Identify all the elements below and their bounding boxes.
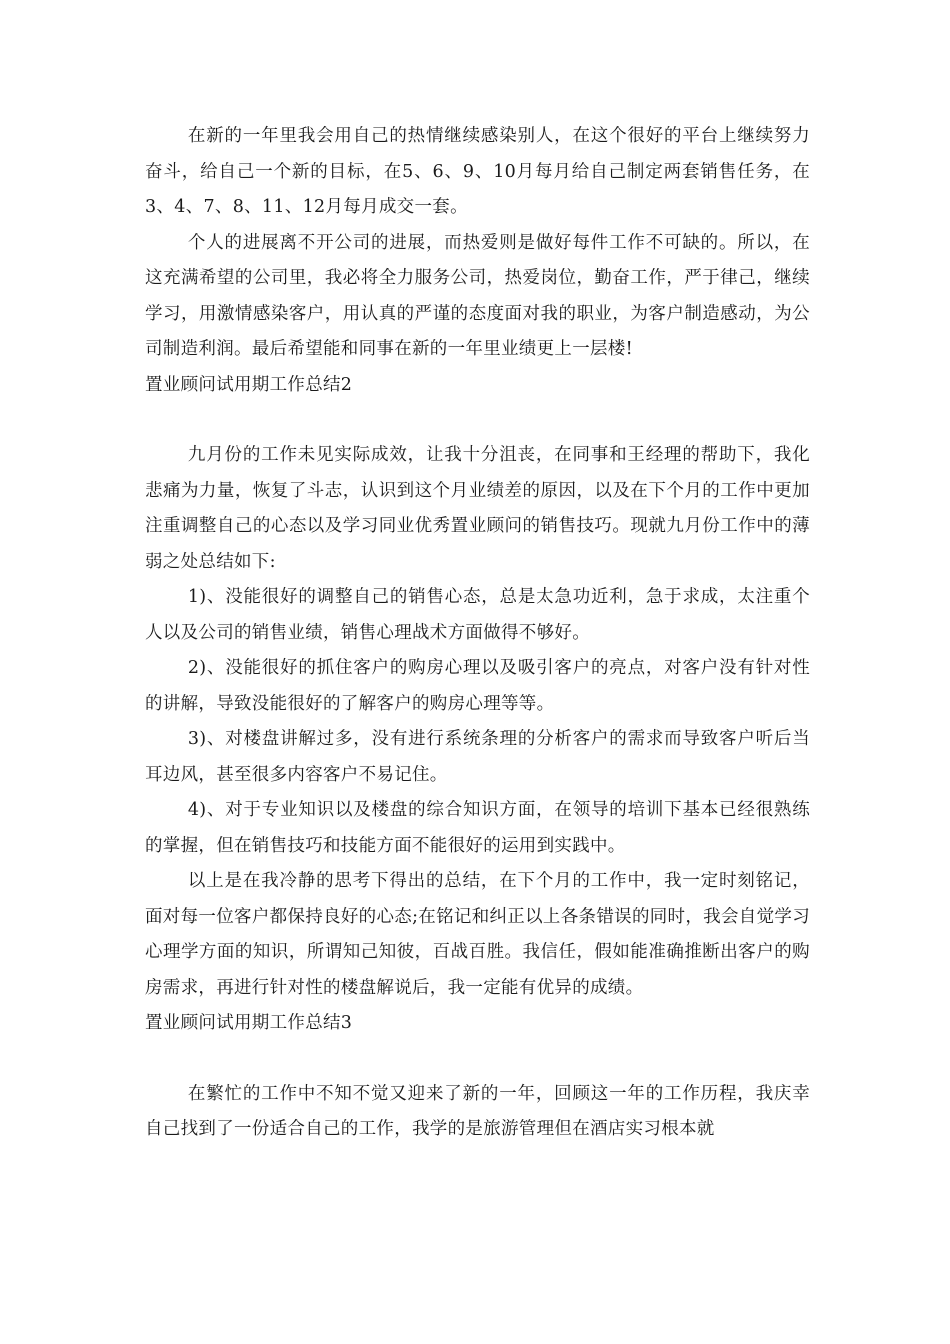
blank-line (145, 1042, 810, 1077)
section-heading: 置业顾问试用期工作总结2 (145, 374, 353, 395)
paragraph: 在新的一年里我会用自己的热情继续感染别人，在这个很好的平台上继续努力奋斗，给自己一个新的目标，在5、6、9、10月每月给自己制定两套销售任务，在3、4、7、8、11、12月每月成交一套。 (145, 126, 810, 217)
paragraph: 个人的进展离不开公司的进展，而热爱则是做好每件工作不可缺的。所以，在这充满希望的公司里，我必将全力服务公司，热爱岗位，勤奋工作，严于律己，继续学习，用激情感染客户，用认真的严谨的态度面对我的职业，为客户制造感动，为公司制造利润。最后希望能和同事在新的一年里业绩更上一层楼! (145, 232, 810, 359)
paragraph: 4)、对于专业知识以及楼盘的综合知识方面，在领导的培训下基本已经很熟练的掌握，但在销售技巧和技能方面不能很好的运用到实践中。 (145, 800, 810, 856)
paragraph: 九月份的工作未见实际成效，让我十分沮丧，在同事和王经理的帮助下，我化悲痛为力量，恢复了斗志，认识到这个月业绩差的原因，以及在下个月的工作中更加注重调整自己的心态以及学习同业优秀置业顾问的销售技巧。现就九月份工作中的薄弱之处总结如下: (145, 445, 810, 572)
paragraph: 2)、没能很好的抓住客户的购房心理以及吸引客户的亮点，对客户没有针对性的讲解，导致没能很好的了解客户的购房心理等等。 (145, 658, 810, 714)
paragraph: 以上是在我冷静的思考下得出的总结，在下个月的工作中，我一定时刻铭记，面对每一位客户都保持良好的心态;在铭记和纠正以上各条错误的同时，我会自觉学习心理学方面的知识，所谓知己知彼，百战百胜。我信任，假如能准确推断出客户的购房需求，再进行针对性的楼盘解说后，我一定能有优异的成绩。 (145, 871, 810, 998)
paragraph: 3)、对楼盘讲解过多，没有进行系统条理的分析客户的需求而导致客户听后当耳边风，甚至很多内容客户不易记住。 (145, 729, 810, 785)
document-body (145, 119, 810, 1148)
section-heading: 置业顾问试用期工作总结3 (145, 1013, 353, 1033)
paragraph: 在繁忙的工作中不知不觉又迎来了新的一年，回顾这一年的工作历程，我庆幸自己找到了一份适合自己的工作，我学的是旅游管理但在酒店实习根本就 (145, 1083, 810, 1139)
blank-line (145, 403, 810, 438)
paragraph: 1)、没能很好的调整自己的销售心态，总是太急功近利，急于求成，太注重个人以及公司的销售业绩，销售心理战术方面做得不够好。 (145, 587, 810, 643)
